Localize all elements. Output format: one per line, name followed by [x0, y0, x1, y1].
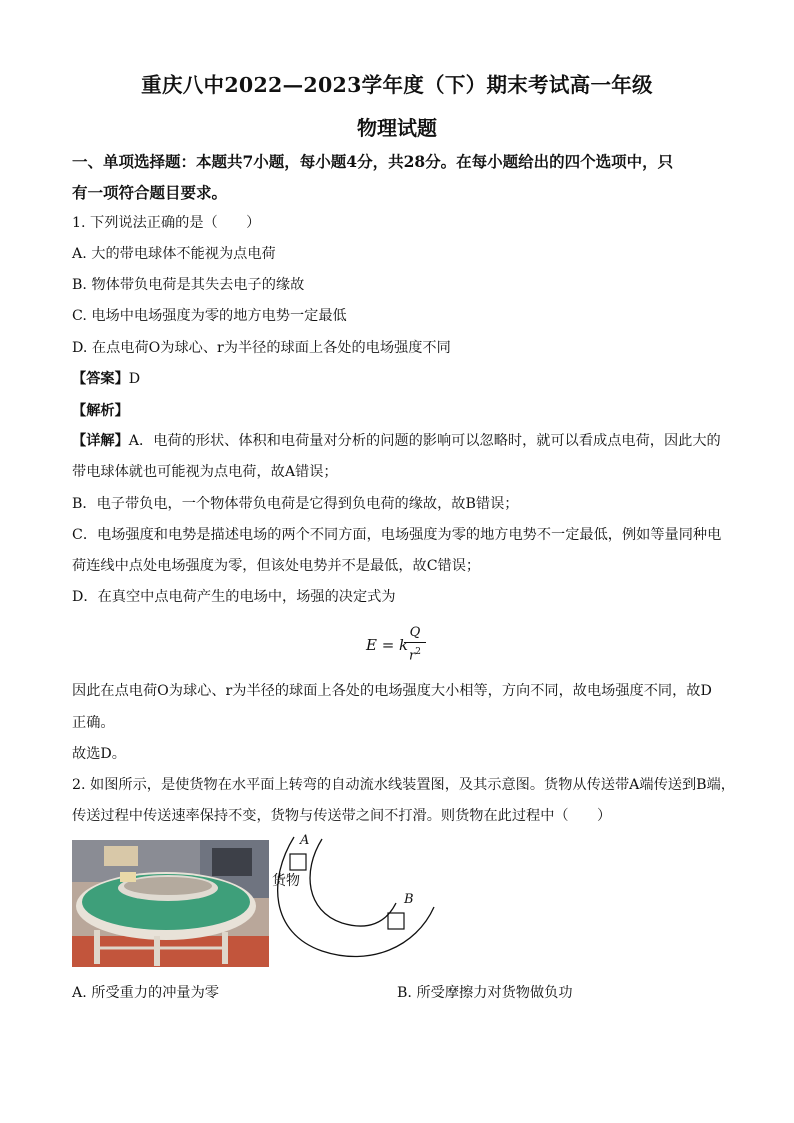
- q1-detail-a-line1: [72, 431, 721, 451]
- q2-stem-line2: 传送过程中传送速率保持不变，货物与传送带之间不打滑。则货物在此过程中（ ）: [72, 808, 612, 824]
- detail-a-text: A．电荷的形状、体积和电荷量对分析的问题的影响可以忽略时，就可以看成点电荷，因此大的: [128, 433, 721, 449]
- conveyor-photo: [72, 840, 269, 967]
- q1-stem: 1. 下列说法正确的是（ ）: [72, 215, 261, 231]
- q1-answer: [72, 369, 140, 389]
- q1-detail-a-line2: 带电球体就也可能视为点电荷，故A错误；: [72, 464, 338, 480]
- answer-value: D: [128, 371, 141, 387]
- formula-numerator: Q: [409, 625, 421, 640]
- label-b: B: [404, 892, 414, 907]
- exam-subtitle: 物理试题: [357, 116, 437, 140]
- q2-stem-line1: 2. 如图所示，是使货物在水平面上转弯的自动流水线装置图，及其示意图。货物从传送带A端传送到B端，: [72, 777, 735, 793]
- formula-exponent: 2: [415, 647, 421, 657]
- formula-fraction: [404, 625, 426, 664]
- q1-choose: 故选D。: [72, 746, 126, 762]
- q1-conclusion-line2: 正确。: [72, 715, 115, 731]
- exam-title: 重庆八中2022—2023学年度（下）期末考试高一年级: [141, 73, 653, 97]
- q1-option-a: A. 大的带电球体不能视为点电荷: [72, 246, 276, 262]
- q1-detail-c-line2: 荷连线中点处电场强度为零，但该处电势并不是最低，故C错误；: [72, 558, 481, 574]
- fraction-bar: [404, 642, 426, 643]
- section-heading-line1: 一、单项选择题：本题共7小题，每小题4分，共28分。在每小题给出的四个选项中，只: [72, 152, 674, 171]
- q2-option-b: B. 所受摩擦力对货物做负功: [397, 985, 573, 1001]
- q1-detail-d: D．在真空中点电荷产生的电场中，场强的决定式为: [72, 589, 396, 605]
- analysis-tag: 【解析】: [72, 403, 129, 419]
- answer-tag: 【答案】: [72, 371, 129, 387]
- q1-option-d: D. 在点电荷O为球心、r为半径的球面上各处的电场强度不同: [72, 340, 451, 356]
- formula-denominator: $r^2$: [409, 647, 421, 664]
- q1-option-b: B. 物体带负电荷是其失去电子的缘故: [72, 277, 305, 293]
- detail-tag: 【详解】: [72, 433, 129, 449]
- goods-box-b: [388, 913, 404, 929]
- q2-option-a: A. 所受重力的冲量为零: [72, 985, 219, 1001]
- inner-track-curve: [310, 839, 396, 926]
- field-strength-formula: [366, 625, 436, 669]
- q1-detail-b: B．电子带负电，一个物体带负电荷是它得到负电荷的缘故，故B错误；: [72, 496, 519, 512]
- goods-box-a: [290, 854, 306, 870]
- formula-lhs: E = k: [366, 636, 409, 654]
- q1-option-c: C. 电场中电场强度为零的地方电势一定最低: [72, 308, 347, 324]
- q1-detail-c-line1: C．电场强度和电势是描述电场的两个不同方面，电场强度为零的地方电势不一定最低，例如等量同种电: [72, 527, 722, 543]
- section-heading-line2: 有一项符合题目要求。: [72, 183, 228, 202]
- label-goods: 货物: [272, 873, 300, 889]
- label-a: A: [300, 833, 310, 848]
- q1-conclusion-line1: 因此在点电荷O为球心、r为半径的球面上各处的电场强度大小相等，方向不同，故电场强度不同，故D: [72, 683, 712, 699]
